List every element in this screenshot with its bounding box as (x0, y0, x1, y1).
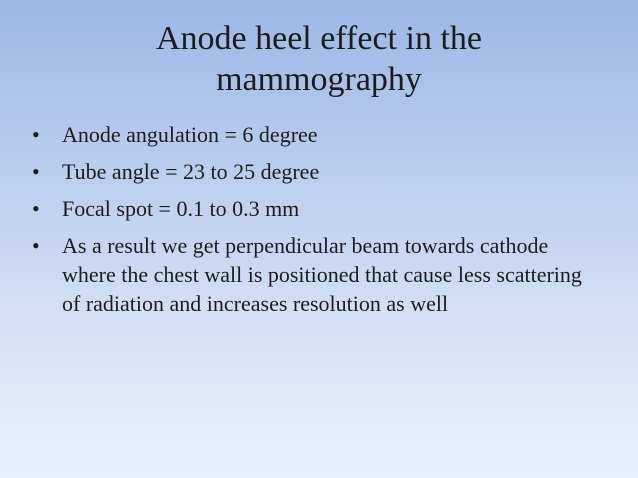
slide-title-line-2: mammography (216, 61, 422, 98)
bullet-text: Focal spot = 0.1 to 0.3 mm (62, 196, 300, 221)
bullet-text: Tube angle = 23 to 25 degree (62, 159, 320, 184)
slide-title (0, 18, 638, 100)
bullet-text: As a result we get perpendicular beam towards cathode where the chest wall is positioned that cause less scattering of radiation and increases resolution as well (62, 233, 582, 316)
bullet-item-focal-spot (32, 194, 602, 223)
slide-title-line-1: Anode heel effect in the (155, 20, 482, 57)
bullet-text: Anode angulation = 6 degree (62, 122, 318, 147)
bullet-icon: • (32, 233, 40, 258)
bullet-item-anode-angulation (32, 120, 602, 149)
bullet-icon: • (32, 159, 40, 184)
bullet-item-tube-angle (32, 157, 602, 186)
bullet-icon: • (32, 122, 40, 147)
bullet-item-result (32, 231, 602, 318)
bullet-list (32, 120, 602, 326)
bullet-icon: • (32, 196, 40, 221)
